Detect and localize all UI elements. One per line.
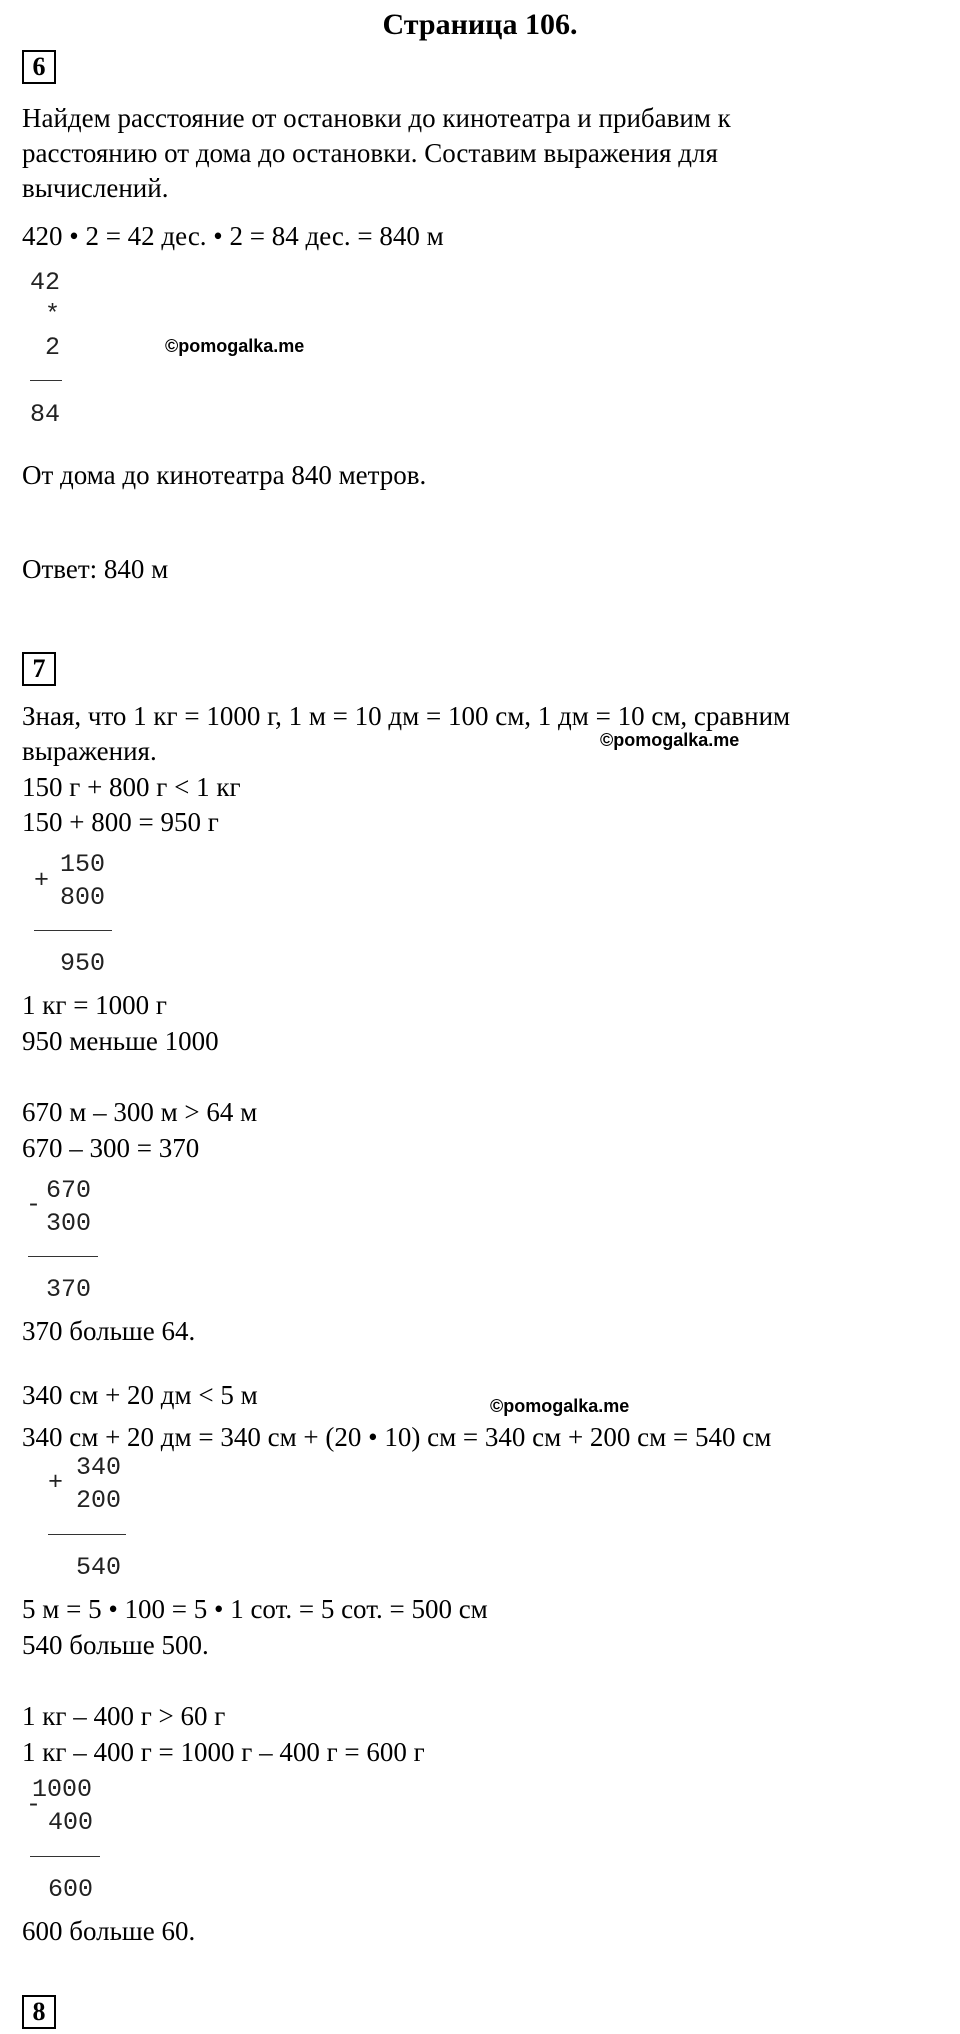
page-title: Страница 106. (382, 8, 578, 41)
watermark: ©pomogalka.me (490, 1396, 630, 1416)
task7a-calc-bottom: 800 (60, 883, 106, 912)
task6-intro-line1: Найдем расстояние от остановки до кинотеатра и прибавим к (22, 103, 731, 133)
task7c-calc-result: 540 (76, 1553, 122, 1582)
task7-intro-line1: Зная, что 1 кг = 1000 г, 1 м = 10 дм = 100 см, 1 дм = 10 см, сравним (22, 701, 791, 731)
task-number-6: 6 (22, 50, 56, 84)
task7c-calc-operator: + (48, 1468, 64, 1497)
task6-conclusion: От дома до кинотеатра 840 метров. (22, 460, 427, 490)
task7a-note1: 1 кг = 1000 г (22, 990, 167, 1020)
task-number-7: 7 (22, 652, 56, 686)
task6-calc-line (30, 380, 62, 381)
task-number-8: 8 (22, 1995, 56, 2029)
watermark: ©pomogalka.me (600, 730, 740, 750)
task7b-calc-line (28, 1256, 98, 1257)
task7a-calc-top: 150 (60, 850, 106, 879)
task6-calc-bottom: 2 (45, 333, 61, 362)
task6-intro-line3: вычислений. (22, 173, 169, 203)
task7b-compare: 670 м – 300 м > 64 м (22, 1097, 258, 1127)
task7c-note2: 540 больше 500. (22, 1630, 209, 1660)
task7a-expression: 150 + 800 = 950 г (22, 807, 219, 837)
task7a-calc-line (34, 930, 112, 931)
task7-intro-line2: выражения. (22, 736, 157, 766)
task7b-calc-bottom: 300 (46, 1209, 92, 1238)
task7b-calc-top: 670 (46, 1176, 92, 1205)
task7d-calc-line (30, 1856, 100, 1857)
task7c-compare: 340 см + 20 дм < 5 м (22, 1380, 258, 1410)
task7a-note2: 950 меньше 1000 (22, 1026, 219, 1056)
task7a-calc-operator: + (34, 866, 50, 895)
task6-intro-line2: расстоянию от дома до остановки. Составим выражения для (22, 138, 718, 168)
task7c-calc-top: 340 (76, 1453, 122, 1482)
task7c-note1: 5 м = 5 • 100 = 5 • 1 сот. = 5 сот. = 500 см (22, 1594, 488, 1624)
task7c-calc-bottom: 200 (76, 1486, 122, 1515)
task7b-calc-operator: - (26, 1190, 42, 1219)
task7a-calc-result: 950 (60, 949, 106, 978)
task6-calc-operator: * (45, 300, 61, 329)
watermark: ©pomogalka.me (165, 336, 305, 356)
task7c-expression: 340 см + 20 дм = 340 см + (20 • 10) см = 340 см + 200 см = 540 см (22, 1422, 772, 1452)
task7c-calc-line (48, 1534, 126, 1535)
task6-expression: 420 • 2 = 42 дес. • 2 = 84 дес. = 840 м (22, 221, 444, 251)
task7d-note1: 600 больше 60. (22, 1916, 196, 1946)
task7b-calc-result: 370 (46, 1275, 92, 1304)
task7d-calc-operator: - (26, 1790, 42, 1819)
task7d-calc-result: 600 (48, 1875, 94, 1904)
task7d-calc-top: 1000 (32, 1775, 93, 1804)
task7b-expression: 670 – 300 = 370 (22, 1133, 200, 1163)
task7d-expression: 1 кг – 400 г = 1000 г – 400 г = 600 г (22, 1737, 425, 1767)
task7d-compare: 1 кг – 400 г > 60 г (22, 1701, 226, 1731)
task7d-calc-bottom: 400 (48, 1808, 94, 1837)
task6-calc-result: 84 (30, 400, 61, 429)
task7a-compare: 150 г + 800 г < 1 кг (22, 772, 241, 802)
task7b-note1: 370 больше 64. (22, 1316, 196, 1346)
task6-calc-top: 42 (30, 268, 61, 297)
task6-answer: Ответ: 840 м (22, 554, 169, 584)
